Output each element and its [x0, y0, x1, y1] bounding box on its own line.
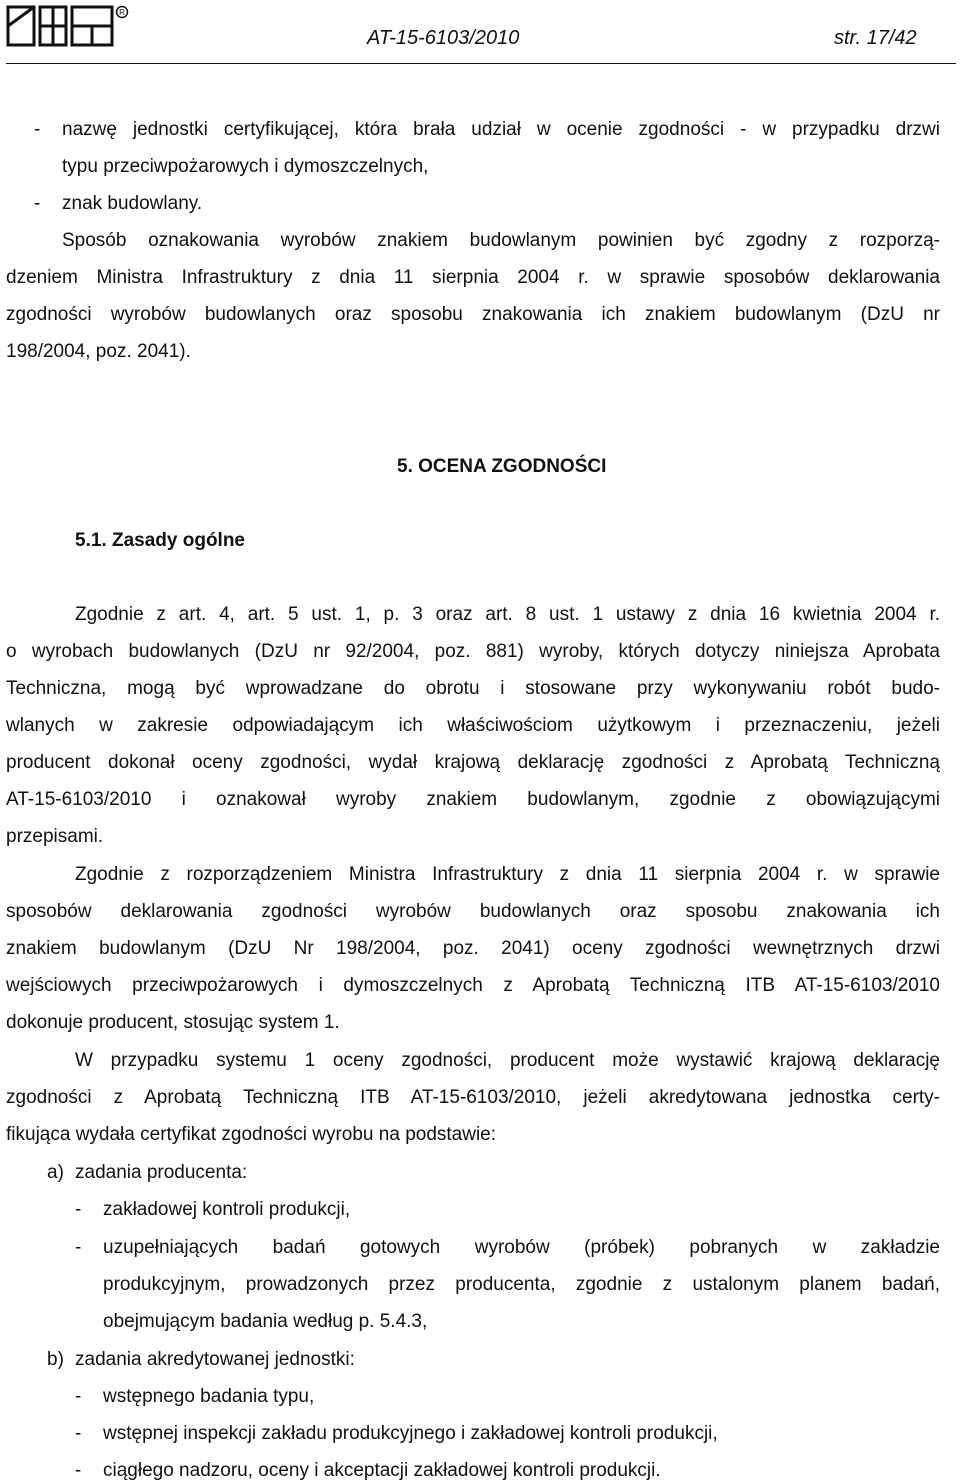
subsection-title: 5.1. Zasady ogólne [75, 530, 245, 551]
list-a-item-2-line: obejmującym badania według p. 5.4.3, [103, 1311, 428, 1332]
list-b-item: ciągłego nadzoru, oceny i akceptacji zakładowej kontroli produkcji. [103, 1460, 661, 1481]
section-title: 5. OCENA ZGODNOŚCI [397, 456, 607, 477]
paragraph-line: Techniczna, mogą być wprowadzane do obrotu i stosowane przy wykonywaniu robót budo- [6, 678, 940, 699]
list-dash: - [34, 119, 41, 140]
paragraph-line: AT-15-6103/2010 i oznakował wyroby znakiem budowlanym, zgodnie z obowiązującymi [6, 789, 940, 810]
paragraph-line: przepisami. [6, 826, 104, 847]
list-dash: - [34, 193, 41, 214]
list-b-label: zadania akredytowanej jednostki: [75, 1349, 355, 1370]
paragraph-line: wlanych w zakresie odpowiadającym ich właściwościom użytkowym i przeznaczeniu, jeżeli [6, 715, 940, 736]
paragraph-line: znakiem budowlanym (DzU Nr 198/2004, poz. 2041) oceny zgodności wewnętrznych drzwi [6, 938, 940, 959]
intro-para-line: zgodności wyrobów budowlanych oraz sposobu znakowania ich znakiem budowlanym (DzU nr [6, 304, 940, 325]
intro-item-1-line-1: nazwę jednostki certyfikującej, która brała udział w ocenie zgodności - w przypadku drzwi [62, 119, 940, 140]
list-dash: - [75, 1237, 82, 1258]
intro-para-line: Sposób oznakowania wyrobów znakiem budowlanym powinien być zgodny z rozporzą- [62, 230, 940, 251]
list-marker-a: a) [47, 1162, 64, 1183]
paragraph-line: dokonuje producent, stosując system 1. [6, 1012, 340, 1033]
header-rule [6, 63, 956, 64]
list-dash: - [75, 1386, 82, 1407]
header-document-number: AT-15-6103/2010 [367, 27, 520, 49]
intro-para-line: dzeniem Ministra Infrastruktury z dnia 11 sierpnia 2004 r. w sprawie sposobów deklarowania [6, 267, 940, 288]
header-page-number: str. 17/42 [834, 27, 917, 49]
list-b-item: wstępnego badania typu, [103, 1386, 315, 1407]
list-dash: - [75, 1199, 82, 1220]
itb-logo [6, 4, 130, 48]
paragraph-line: Zgodnie z rozporządzeniem Ministra Infrastruktury z dnia 11 sierpnia 2004 r. w sprawie [75, 864, 940, 885]
paragraph-line: producent dokonał oceny zgodności, wydał krajową deklarację zgodności z Aprobatą Techniczną [6, 752, 940, 773]
paragraph-line: zgodności z Aprobatą Techniczną ITB AT-15-6103/2010, jeżeli akredytowana jednostka certy- [6, 1087, 940, 1108]
paragraph-line: o wyrobach budowlanych (DzU nr 92/2004, poz. 881) wyroby, których dotyczy niniejsza Aprobata [6, 641, 940, 662]
paragraph-line: wejściowych przeciwpożarowych i dymoszczelnych z Aprobatą Techniczną ITB AT-15-6103/2010 [6, 975, 940, 996]
list-a-item-2-line: produkcyjnym, prowadzonych przez producenta, zgodnie z ustalonym planem badań, [103, 1274, 940, 1295]
intro-item-2: znak budowlany. [62, 193, 203, 214]
paragraph-line: sposobów deklarowania zgodności wyrobów budowlanych oraz sposobu znakowania ich [6, 901, 940, 922]
intro-item-1-line-2: typu przeciwpożarowych i dymoszczelnych, [62, 156, 429, 177]
paragraph-line: Zgodnie z art. 4, art. 5 ust. 1, p. 3 oraz art. 8 ust. 1 ustawy z dnia 16 kwietnia 2004 r. [75, 604, 940, 625]
list-a-item-2-line: uzupełniających badań gotowych wyrobów (próbek) pobranych w zakładzie [103, 1237, 940, 1258]
paragraph-line: fikująca wydała certyfikat zgodności wyrobu na podstawie: [6, 1124, 497, 1145]
svg-text:R: R [119, 8, 125, 17]
list-dash: - [75, 1460, 82, 1481]
intro-para-line: 198/2004, poz. 2041). [6, 341, 191, 362]
paragraph-line: W przypadku systemu 1 oceny zgodności, producent może wystawić krajową deklarację [75, 1050, 940, 1071]
list-marker-b: b) [47, 1349, 64, 1370]
list-a-item-1: zakładowej kontroli produkcji, [103, 1199, 351, 1220]
list-b-item: wstępnej inspekcji zakładu produkcyjnego i zakładowej kontroli produkcji, [103, 1423, 718, 1444]
list-dash: - [75, 1423, 82, 1444]
list-a-label: zadania producenta: [75, 1162, 248, 1183]
